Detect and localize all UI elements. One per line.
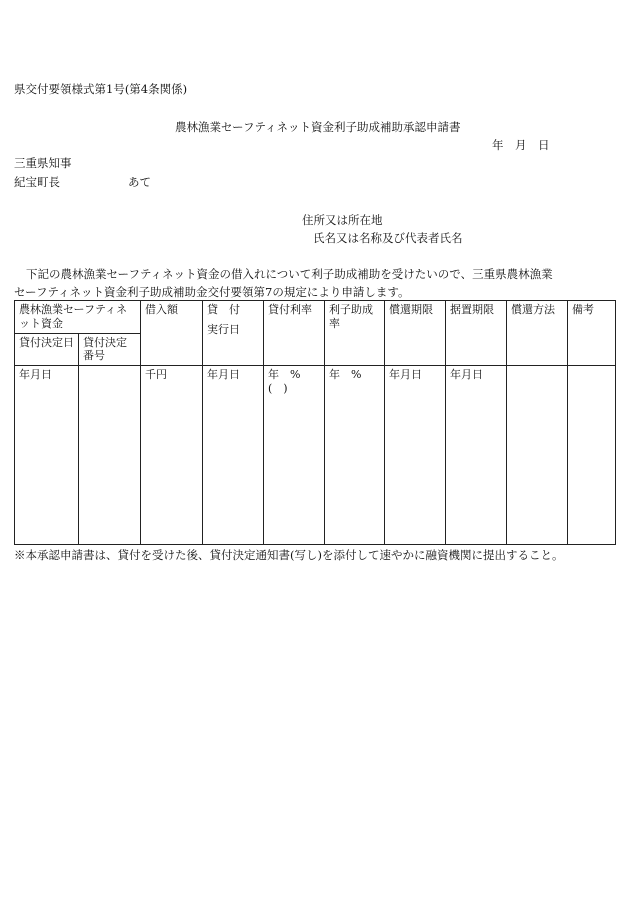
addressee-governor: 三重県知事	[14, 156, 72, 170]
footnote: ※本承認申請書は、貸付を受けた後、貸付決定通知書(写し)を添付して速やかに融資機関に提出すること。	[14, 548, 564, 562]
cell-grace-period[interactable]: 年月日	[446, 366, 507, 545]
cell-repayment-deadline[interactable]: 年月日	[385, 366, 446, 545]
cell-borrow-amount[interactable]: 千円	[141, 366, 203, 545]
form-number: 県交付要領様式第1号(第4条関係)	[14, 82, 188, 96]
header-borrow-amount: 借入額	[141, 301, 203, 366]
header-subsidy-rate: 利子助成率	[325, 301, 385, 366]
subheader-decision-number: 貸付決定番号	[79, 333, 141, 366]
cell-repayment-method[interactable]	[507, 366, 568, 545]
header-loan-execution-bottom: 実行日	[207, 322, 241, 336]
header-grace-period: 据置期限	[446, 301, 507, 366]
header-repayment-method: 償還方法	[507, 301, 568, 366]
body-line-1: 下記の農林漁業セーフティネット資金の借入れについて利子助成補助を受けたいので、三重県農林漁業	[26, 267, 553, 281]
header-loan-rate: 貸付利率	[264, 301, 325, 366]
body-line-2: セーフティネット資金利子助成補助金交付要領第7の規定により申請します。	[14, 285, 410, 299]
date-line: 年 月 日	[492, 138, 550, 152]
document-title: 農林漁業セーフティネット資金利子助成補助承認申請書	[175, 120, 461, 134]
header-safety-net-fund: 農林漁業セーフティネット資金	[15, 301, 141, 334]
applicant-name-label: 氏名又は名称及び代表者氏名	[313, 231, 463, 245]
addressee-suffix: あて	[128, 175, 151, 189]
cell-decision-number[interactable]	[79, 366, 141, 545]
cell-decision-date[interactable]: 年月日	[15, 366, 79, 545]
cell-loan-execution-date[interactable]: 年月日	[203, 366, 264, 545]
applicant-address-label: 住所又は所在地	[302, 213, 383, 227]
cell-remarks[interactable]	[568, 366, 616, 545]
cell-subsidy-rate[interactable]: 年 %	[325, 366, 385, 545]
header-loan-execution-date	[203, 301, 264, 366]
header-loan-execution-top: 貸 付	[207, 303, 241, 316]
header-remarks: 備考	[568, 301, 616, 366]
application-table	[14, 300, 616, 545]
header-repayment-deadline: 償還期限	[385, 301, 446, 366]
subheader-decision-date: 貸付決定日	[15, 333, 79, 366]
addressee-mayor: 紀宝町長	[14, 175, 60, 189]
cell-loan-rate[interactable]: 年 %( )	[264, 366, 325, 545]
